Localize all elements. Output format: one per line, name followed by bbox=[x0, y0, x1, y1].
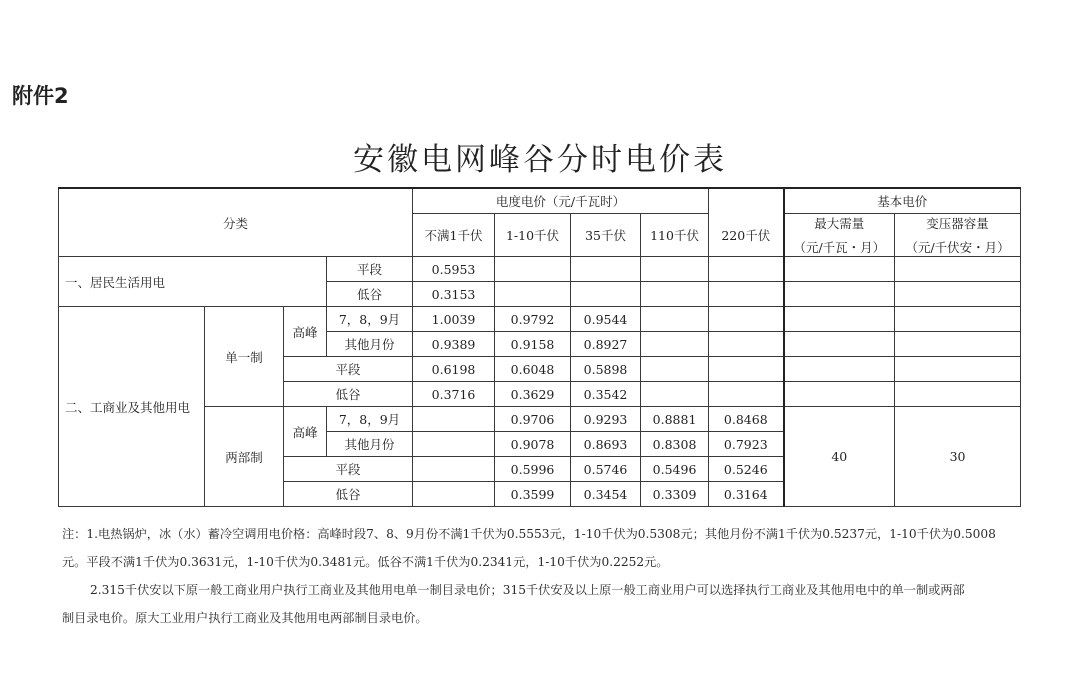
note-line: 2.315千伏安以下原一般工商业用户执行工商业及其他用电单一制目录电价；315千伏安及以上原一般工商业用户可以选择执行工商业及其他用电中的单一制或两部 bbox=[90, 583, 965, 597]
price-cell bbox=[413, 482, 495, 507]
commercial-label: 二、工商业及其他用电 bbox=[59, 307, 205, 507]
price-cell bbox=[709, 382, 784, 407]
period-label: 平段 bbox=[284, 457, 413, 482]
empty-cell bbox=[709, 188, 784, 214]
price-cell: 0.8881 bbox=[641, 407, 709, 432]
price-cell: 0.6048 bbox=[495, 357, 571, 382]
transformer-unit: （元/千伏安・月） bbox=[905, 240, 1010, 255]
price-cell: 0.9544 bbox=[571, 307, 641, 332]
price-cell bbox=[641, 357, 709, 382]
basic-cell bbox=[784, 257, 895, 282]
price-cell bbox=[413, 432, 495, 457]
price-cell bbox=[571, 282, 641, 307]
basic-cell bbox=[784, 332, 895, 357]
basic-cell bbox=[784, 357, 895, 382]
energy-price-header: 电度电价（元/千瓦时） bbox=[413, 188, 709, 214]
price-cell: 0.9293 bbox=[571, 407, 641, 432]
price-cell bbox=[709, 257, 784, 282]
period-label: 7，8，9月 bbox=[327, 407, 413, 432]
tariff-table bbox=[58, 187, 1021, 507]
max-demand-label: 最大需量 bbox=[814, 216, 865, 231]
basic-cell bbox=[784, 282, 895, 307]
voltage-header: 不满1千伏 bbox=[413, 214, 495, 257]
price-cell: 0.3716 bbox=[413, 382, 495, 407]
notes bbox=[62, 520, 1062, 632]
price-cell: 0.5996 bbox=[495, 457, 571, 482]
price-cell: 0.6198 bbox=[413, 357, 495, 382]
basic-cell bbox=[784, 307, 895, 332]
note-line: 元。平段不满1千伏为0.3631元，1-10千伏为0.3481元。低谷不满1千伏为0.2341元，1-10千伏为0.2252元。 bbox=[62, 555, 669, 569]
price-cell bbox=[641, 307, 709, 332]
price-cell: 0.9158 bbox=[495, 332, 571, 357]
price-cell: 0.3542 bbox=[571, 382, 641, 407]
basic-cell bbox=[895, 357, 1021, 382]
price-cell: 0.3629 bbox=[495, 382, 571, 407]
voltage-header: 1-10千伏 bbox=[495, 214, 571, 257]
price-cell: 0.3164 bbox=[709, 482, 784, 507]
basic-cell bbox=[895, 282, 1021, 307]
period-label: 低谷 bbox=[284, 382, 413, 407]
price-cell bbox=[413, 457, 495, 482]
voltage-header: 35千伏 bbox=[571, 214, 641, 257]
basic-cell bbox=[895, 307, 1021, 332]
price-cell bbox=[495, 257, 571, 282]
note-line: 注：1.电热锅炉，冰（水）蓄冷空调用电价格：高峰时段7、8、9月份不满1千伏为0.5553元，1-10千伏为0.5308元；其他月份不满1千伏为0.5237元，1-10千伏为0.5008 bbox=[62, 527, 996, 541]
price-cell bbox=[709, 282, 784, 307]
max-demand-unit: （元/千瓦・月） bbox=[793, 240, 886, 255]
price-cell: 0.5246 bbox=[709, 457, 784, 482]
transformer-label: 变压器容量 bbox=[926, 216, 989, 231]
price-cell: 0.8927 bbox=[571, 332, 641, 357]
price-cell: 0.3454 bbox=[571, 482, 641, 507]
price-cell bbox=[413, 407, 495, 432]
price-cell: 0.9706 bbox=[495, 407, 571, 432]
price-cell bbox=[641, 332, 709, 357]
note-line: 制目录电价。原大工业用户执行工商业及其他用电两部制目录电价。 bbox=[62, 611, 428, 625]
price-cell bbox=[709, 307, 784, 332]
price-cell bbox=[495, 282, 571, 307]
page-title: 安徽电网峰谷分时电价表 bbox=[353, 142, 727, 178]
price-cell: 0.3309 bbox=[641, 482, 709, 507]
price-cell: 0.5746 bbox=[571, 457, 641, 482]
period-label: 7，8，9月 bbox=[327, 307, 413, 332]
period-label: 平段 bbox=[327, 257, 413, 282]
price-cell: 1.0039 bbox=[413, 307, 495, 332]
residential-label: 一、居民生活用电 bbox=[59, 257, 327, 307]
price-cell: 0.8308 bbox=[641, 432, 709, 457]
transformer-header bbox=[895, 214, 1021, 257]
basic-price-header: 基本电价 bbox=[784, 188, 1021, 214]
attachment-label: 附件2 bbox=[12, 84, 69, 108]
price-cell: 0.9792 bbox=[495, 307, 571, 332]
max-demand-header bbox=[784, 214, 895, 257]
single-part-label: 单一制 bbox=[205, 307, 284, 407]
peak-label: 高峰 bbox=[284, 407, 327, 457]
basic-cell bbox=[895, 332, 1021, 357]
period-label: 平段 bbox=[284, 357, 413, 382]
price-cell: 0.3599 bbox=[495, 482, 571, 507]
price-cell bbox=[709, 357, 784, 382]
transformer-price: 30 bbox=[895, 407, 1021, 507]
basic-cell bbox=[784, 382, 895, 407]
price-cell bbox=[641, 257, 709, 282]
period-label: 低谷 bbox=[284, 482, 413, 507]
price-cell: 0.3153 bbox=[413, 282, 495, 307]
period-label: 其他月份 bbox=[327, 332, 413, 357]
max-demand-price: 40 bbox=[784, 407, 895, 507]
period-label: 其他月份 bbox=[327, 432, 413, 457]
price-cell: 0.8693 bbox=[571, 432, 641, 457]
price-cell: 0.5898 bbox=[571, 357, 641, 382]
peak-label: 高峰 bbox=[284, 307, 327, 357]
price-cell bbox=[641, 282, 709, 307]
voltage-header: 220千伏 bbox=[709, 214, 784, 257]
price-cell: 0.8468 bbox=[709, 407, 784, 432]
voltage-header: 110千伏 bbox=[641, 214, 709, 257]
price-cell: 0.5953 bbox=[413, 257, 495, 282]
price-cell bbox=[571, 257, 641, 282]
price-cell: 0.5496 bbox=[641, 457, 709, 482]
price-cell bbox=[641, 382, 709, 407]
basic-cell bbox=[895, 257, 1021, 282]
price-cell: 0.7923 bbox=[709, 432, 784, 457]
two-part-label: 两部制 bbox=[205, 407, 284, 507]
period-label: 低谷 bbox=[327, 282, 413, 307]
price-cell: 0.9389 bbox=[413, 332, 495, 357]
price-cell: 0.9078 bbox=[495, 432, 571, 457]
basic-cell bbox=[895, 382, 1021, 407]
category-header: 分类 bbox=[59, 188, 413, 257]
price-cell bbox=[709, 332, 784, 357]
